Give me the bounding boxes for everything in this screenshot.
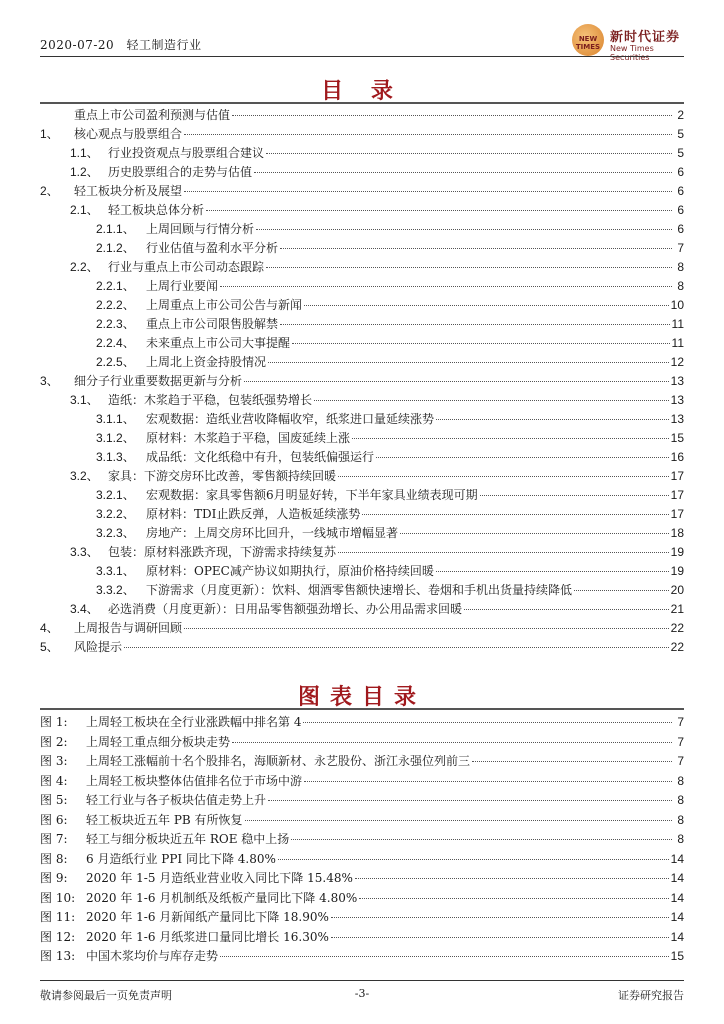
figure-entry-page: 7 — [677, 734, 684, 749]
toc-entry[interactable] — [40, 638, 684, 656]
logo-name-en: New Times Securities — [610, 44, 654, 62]
toc-entry[interactable] — [40, 486, 684, 504]
toc-entry[interactable] — [40, 581, 684, 599]
toc-dot-leader — [304, 305, 669, 306]
figure-dot-leader — [291, 839, 672, 840]
toc-dot-leader — [220, 286, 672, 287]
toc-entry-number: 2.2.1、 — [96, 279, 135, 293]
toc-dot-leader — [574, 590, 669, 591]
figures-title-divider — [40, 708, 684, 710]
figure-entry-number: 图 13: — [40, 949, 76, 963]
figure-entry-number: 图 5: — [40, 793, 68, 807]
figure-entry-title: 2020 年 1-6 月纸浆进口量同比增长 16.30% — [86, 929, 329, 944]
figure-entry-title: 上周轻工重点细分板块走势 — [86, 734, 231, 749]
toc-dot-leader — [254, 172, 672, 173]
toc-entry-page: 17 — [670, 469, 684, 483]
toc-entry-page: 7 — [677, 241, 684, 255]
toc-dot-leader — [244, 381, 669, 382]
figure-entry-number: 图 4: — [40, 773, 68, 788]
figure-entry-number: 图 2: — [40, 734, 68, 749]
toc-entry-number: 2.2.5、 — [96, 355, 135, 369]
figure-entry-page: 8 — [677, 812, 684, 827]
figure-entry-page: 14 — [670, 871, 684, 885]
figure-entry[interactable] — [40, 791, 684, 809]
toc-entry[interactable] — [40, 220, 684, 238]
toc-entry-number: 3.1.1、 — [96, 412, 135, 426]
toc-entry[interactable] — [40, 562, 684, 580]
toc-entry-title: 房地产：上周交房环比回升，一线城市增幅显著 — [146, 526, 399, 540]
figure-dot-leader — [355, 878, 669, 879]
footer-disclaimer: 敬请参阅最后一页免责声明 — [40, 989, 172, 1002]
toc-entry-title: 风险提示 — [74, 640, 123, 654]
toc-entry[interactable] — [40, 410, 684, 428]
toc-entry-page: 13 — [670, 374, 684, 388]
figure-entry-number: 图 1: — [40, 715, 68, 729]
toc-entry-title: 历史股票组合的走势与估值 — [108, 165, 253, 179]
toc-entry-number: 1.1、 — [70, 146, 99, 160]
toc-entry-title: 成品纸：文化纸稳中有升，包装纸偏强运行 — [146, 450, 375, 464]
toc-entry-title: 行业与重点上市公司动态跟踪 — [108, 260, 265, 274]
toc-entry-title: 原材料：木浆趋于平稳，国废延续上涨 — [146, 431, 351, 445]
toc-entry[interactable] — [40, 296, 684, 314]
toc-entry-title: 原材料：TDI止跌反弹，人造板延续涨势 — [146, 507, 361, 521]
toc-entry-title: 原材料：OPEC减产协议如期执行，原油价格持续回暖 — [146, 564, 434, 578]
figure-entry-title: 上周轻工板块整体估值排名位于市场中游 — [86, 773, 303, 788]
toc-entry[interactable] — [40, 163, 684, 181]
figure-entry-page: 8 — [677, 773, 684, 788]
toc-dot-leader — [256, 229, 672, 230]
toc-entry-page: 19 — [670, 564, 684, 578]
toc-dot-leader — [184, 134, 672, 135]
toc-entry-page: 20 — [670, 583, 684, 597]
toc-entry-number: 2.1.1、 — [96, 222, 135, 236]
toc-dot-leader — [184, 191, 672, 192]
toc-entry-number: 3.3.1、 — [96, 564, 135, 578]
toc-entry-number: 3.1.2、 — [96, 431, 135, 445]
toc-entry-number: 3.1、 — [70, 393, 99, 407]
toc-entry-title: 上周行业要闻 — [146, 279, 219, 293]
figure-entry-title: 上周轻工涨幅前十名个股排名，海顺新材、永艺股份、浙江永强位列前三 — [86, 754, 471, 768]
toc-entry-page: 22 — [670, 621, 684, 635]
toc-entry-page: 15 — [670, 431, 684, 445]
toc-entry-page: 6 — [677, 222, 684, 236]
page-footer — [40, 980, 684, 1005]
toc-entry[interactable] — [40, 524, 684, 542]
header-date: 2020-07-20 — [40, 38, 115, 52]
toc-entry-page: 13 — [670, 412, 684, 426]
toc-entry-page: 11 — [671, 336, 684, 350]
figure-dot-leader — [331, 917, 669, 918]
toc-entry-title: 未来重点上市公司大事提醒 — [146, 336, 291, 350]
toc-entry-title: 轻工板块总体分析 — [108, 203, 205, 217]
toc-entry-number: 2.2.3、 — [96, 317, 135, 331]
toc-entry[interactable] — [40, 334, 684, 352]
figure-entry-page: 15 — [670, 949, 684, 963]
toc-dot-leader — [338, 476, 669, 477]
toc-entry-title: 宏观数据：家具零售额6月明显好转，下半年家具业绩表现可期 — [146, 488, 478, 502]
figure-dot-leader — [303, 722, 672, 723]
toc-dot-leader — [124, 647, 669, 648]
figure-dot-leader — [232, 742, 672, 743]
toc-entry-page: 11 — [671, 317, 684, 331]
figure-dot-leader — [245, 820, 672, 821]
figure-entry-title: 轻工与细分板块近五年 ROE 稳中上扬 — [86, 832, 290, 846]
figure-entry[interactable] — [40, 889, 684, 907]
figure-entry-number: 图 3: — [40, 754, 68, 768]
toc-entry-title: 细分子行业重要数据更新与分析 — [74, 374, 243, 388]
toc-entry[interactable] — [40, 315, 684, 333]
figure-dot-leader — [278, 859, 669, 860]
figure-entry-number: 图 12: — [40, 929, 76, 944]
toc-entry-title: 重点上市公司限售股解禁 — [146, 317, 279, 331]
toc-entry[interactable] — [40, 505, 684, 523]
toc-entry-page: 19 — [670, 545, 684, 559]
toc-dot-leader — [280, 248, 672, 249]
toc-entry-page: 17 — [670, 488, 684, 502]
toc-entry-number: 5、 — [40, 640, 59, 654]
toc-entry[interactable] — [40, 353, 684, 371]
toc-entry-title: 重点上市公司盈利预测与估值 — [74, 108, 231, 122]
toc-entry-page: 6 — [677, 203, 684, 217]
toc-dot-leader — [480, 495, 669, 496]
figure-entry[interactable] — [40, 869, 684, 887]
toc-entry[interactable] — [40, 372, 684, 390]
figure-entry-number: 图 8: — [40, 851, 68, 866]
toc-entry[interactable] — [40, 125, 684, 143]
toc-dot-leader — [436, 419, 669, 420]
toc-entry-page: 21 — [670, 602, 684, 616]
figure-entry-title: 2020 年 1-6 月新闻纸产量同比下降 18.90% — [86, 910, 329, 924]
header-divider — [40, 56, 684, 57]
toc-dot-leader — [314, 400, 669, 401]
toc-dot-leader — [280, 324, 670, 325]
toc-entry-page: 6 — [677, 184, 684, 198]
toc-entry-page: 8 — [677, 260, 684, 274]
figure-dot-leader — [220, 956, 669, 957]
toc-dot-leader — [268, 362, 669, 363]
figure-entry[interactable] — [40, 850, 684, 868]
toc-entry[interactable] — [40, 619, 684, 637]
toc-entry[interactable] — [40, 182, 684, 200]
toc-entry-number: 2、 — [40, 184, 59, 198]
toc-entry-number: 2.1、 — [70, 203, 99, 217]
figure-entry[interactable] — [40, 908, 684, 926]
toc-dot-leader — [436, 571, 669, 572]
toc-dot-leader — [338, 552, 669, 553]
figure-dot-leader — [268, 800, 672, 801]
toc-dot-leader — [184, 628, 669, 629]
toc-entry-title: 包装：原材料涨跌齐现，下游需求持续复苏 — [108, 545, 337, 559]
toc-dot-leader — [266, 153, 672, 154]
figure-entry[interactable] — [40, 928, 684, 946]
figure-entry-number: 图 10: — [40, 890, 76, 905]
toc-entry-title: 造纸：木浆趋于平稳，包装纸强势增长 — [108, 393, 313, 407]
toc-entry-number: 2.2、 — [70, 260, 99, 274]
toc-entry-number: 2.1.2、 — [96, 241, 135, 255]
toc-entry[interactable] — [40, 448, 684, 466]
toc-entry[interactable] — [40, 106, 684, 124]
toc-entry-page: 5 — [677, 146, 684, 160]
toc-dot-leader — [376, 457, 669, 458]
toc-entry-page: 10 — [670, 298, 684, 312]
company-logo — [572, 24, 684, 60]
toc-dot-leader — [232, 115, 672, 116]
figure-entry-number: 图 9: — [40, 871, 68, 885]
figure-entry-page: 8 — [677, 793, 684, 807]
figure-entry-title: 2020 年 1-6 月机制纸及纸板产量同比下降 4.80% — [86, 890, 358, 905]
toc-entry-number: 3.3.2、 — [96, 583, 135, 597]
figure-dot-leader — [472, 761, 672, 762]
toc-entry[interactable] — [40, 429, 684, 447]
figure-entry[interactable] — [40, 772, 684, 790]
toc-entry-page: 6 — [677, 165, 684, 179]
toc-entry-page: 8 — [677, 279, 684, 293]
toc-entry-title: 家具：下游交房环比改善，零售额持续回暖 — [108, 469, 337, 483]
figure-entry-title: 中国木浆均价与库存走势 — [86, 949, 219, 963]
toc-entry-number: 3.2、 — [70, 469, 99, 483]
toc-title: 目 录 — [321, 78, 403, 104]
toc-entry-page: 13 — [670, 393, 684, 407]
figure-dot-leader — [304, 781, 672, 782]
toc-entry-number: 3.4、 — [70, 602, 99, 616]
logo-name-cn: 新时代证券 — [610, 30, 681, 45]
figure-entry[interactable] — [40, 713, 684, 731]
toc-entry[interactable] — [40, 391, 684, 409]
figure-entry-number: 图 11: — [40, 910, 76, 924]
toc-entry[interactable] — [40, 258, 684, 276]
figure-entry-page: 7 — [677, 715, 684, 729]
figure-entry-page: 14 — [670, 910, 684, 924]
toc-title-divider — [40, 102, 684, 104]
toc-entry-number: 3.2.1、 — [96, 488, 135, 502]
toc-entry-number: 3.3、 — [70, 545, 99, 559]
figure-entry-title: 6 月造纸行业 PPI 同比下降 4.80% — [86, 851, 276, 866]
figure-entry[interactable] — [40, 811, 684, 829]
toc-entry-title: 轻工板块分析及展望 — [74, 184, 183, 198]
toc-entry-number: 3.2.3、 — [96, 526, 135, 540]
logo-badge-icon: NEW TIMES — [572, 24, 604, 56]
toc-entry-number: 3、 — [40, 374, 59, 388]
figure-dot-leader — [359, 898, 668, 899]
toc-entry[interactable] — [40, 144, 684, 162]
figure-entry-page: 7 — [677, 754, 684, 768]
toc-dot-leader — [352, 438, 669, 439]
footer-report-type: 证券研究报告 — [618, 989, 684, 1002]
toc-entry[interactable] — [40, 543, 684, 561]
toc-dot-leader — [400, 533, 669, 534]
toc-entry-number: 3.1.3、 — [96, 450, 135, 464]
toc-entry-page: 18 — [670, 526, 684, 540]
toc-entry-title: 行业投资观点与股票组合建议 — [108, 146, 265, 160]
toc-entry-page: 5 — [677, 127, 684, 141]
figure-entry[interactable] — [40, 947, 684, 965]
toc-dot-leader — [206, 210, 672, 211]
toc-entry-page: 2 — [677, 108, 684, 122]
toc-dot-leader — [362, 514, 668, 515]
toc-entry-page: 12 — [670, 355, 684, 369]
footer-page-number: -3- — [354, 987, 370, 1000]
toc-dot-leader — [464, 609, 669, 610]
figure-dot-leader — [331, 937, 669, 938]
toc-entry-number: 1、 — [40, 127, 59, 141]
toc-entry-title: 上周重点上市公司公告与新闻 — [146, 298, 303, 312]
toc-entry[interactable] — [40, 467, 684, 485]
figure-entry-title: 轻工板块近五年 PB 有所恢复 — [86, 812, 243, 827]
toc-entry[interactable] — [40, 239, 684, 257]
header-industry: 轻工制造行业 — [126, 38, 202, 52]
toc-entry[interactable] — [40, 201, 684, 219]
figures-title: 图表目录 — [297, 684, 426, 710]
toc-entry-title: 上周报告与调研回顾 — [74, 621, 183, 635]
toc-entry-page: 22 — [670, 640, 684, 654]
toc-entry-number: 1.2、 — [70, 165, 99, 179]
toc-entry-title: 核心观点与股票组合 — [74, 127, 183, 141]
figure-entry-page: 14 — [670, 929, 684, 944]
toc-dot-leader — [266, 267, 672, 268]
toc-entry[interactable] — [40, 277, 684, 295]
header-info — [40, 36, 210, 53]
figure-entry-number: 图 6: — [40, 812, 68, 827]
figure-entry[interactable] — [40, 752, 684, 770]
figure-entry-title: 2020 年 1-5 月造纸业营业收入同比下降 15.48% — [86, 871, 353, 885]
toc-entry-page: 16 — [670, 450, 684, 464]
figure-entry[interactable] — [40, 733, 684, 751]
figure-entry-title: 轻工行业与各子板块估值走势上升 — [86, 793, 267, 807]
toc-entry-number: 2.2.4、 — [96, 336, 135, 350]
toc-entry-title: 必选消费（月度更新）：日用品零售额强劲增长、办公用品需求回暖 — [108, 602, 463, 616]
figure-entry-page: 14 — [670, 890, 684, 905]
toc-entry-title: 宏观数据：造纸业营收降幅收窄，纸浆进口量延续涨势 — [146, 412, 435, 426]
figure-entry-page: 14 — [670, 851, 684, 866]
toc-entry[interactable] — [40, 600, 684, 618]
figure-entry-page: 8 — [677, 832, 684, 846]
toc-entry-page: 17 — [670, 507, 684, 521]
toc-entry-title: 上周回顾与行情分析 — [146, 222, 255, 236]
toc-entry-number: 4、 — [40, 621, 59, 635]
toc-dot-leader — [292, 343, 670, 344]
toc-entry-number: 3.2.2、 — [96, 507, 135, 521]
figure-entry-title: 上周轻工板块在全行业涨跌幅中排名第 4 — [86, 715, 302, 729]
figure-entry-number: 图 7: — [40, 832, 68, 846]
page-header — [0, 0, 724, 60]
toc-entry-title: 行业估值与盈利水平分析 — [146, 241, 279, 255]
toc-entry-number: 2.2.2、 — [96, 298, 135, 312]
figure-entry[interactable] — [40, 830, 684, 848]
toc-entry-title: 下游需求（月度更新）：饮料、烟酒零售额快速增长、卷烟和手机出货量持续降低 — [146, 583, 573, 597]
toc-entry-title: 上周北上资金持股情况 — [146, 355, 267, 369]
